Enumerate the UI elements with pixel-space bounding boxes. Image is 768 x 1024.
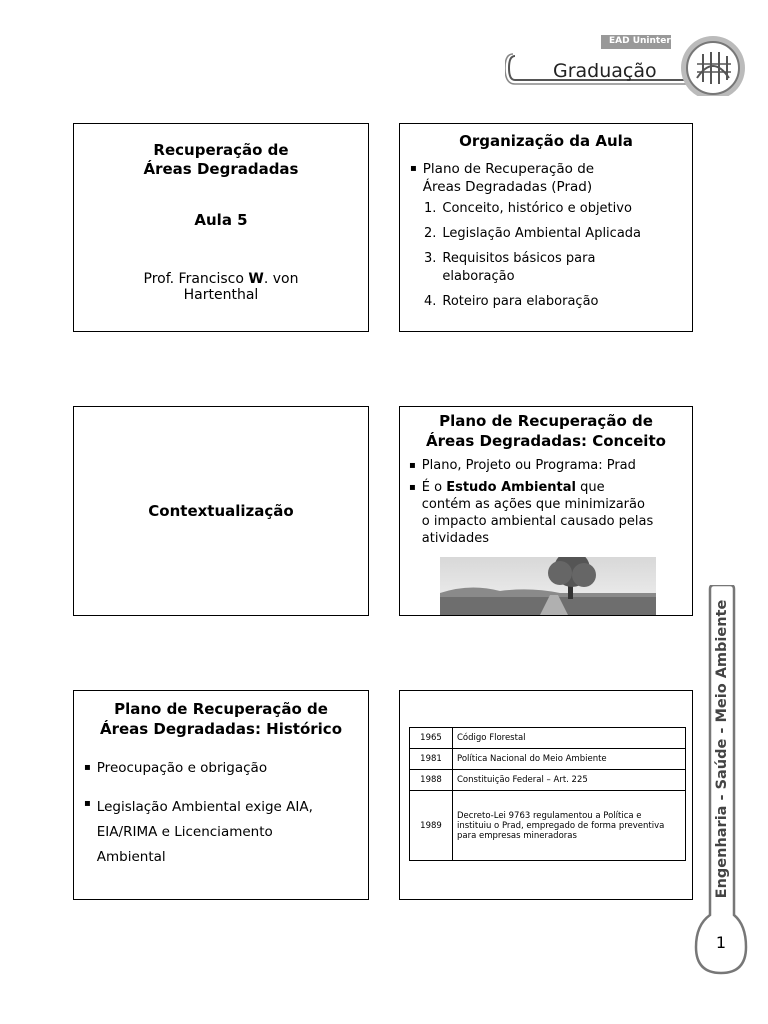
slide-title-line1: Recuperação de xyxy=(153,141,289,159)
prof-bold: W xyxy=(248,271,264,287)
professor-name xyxy=(74,271,368,303)
timeline-year: 1989 xyxy=(410,791,453,861)
conceito-bullet2-line3: o impacto ambiental causado pelas xyxy=(421,514,654,529)
conceito-bullet1 xyxy=(409,457,683,475)
organizacao-list xyxy=(424,200,682,311)
slide-contextualizacao-title: Contextualização xyxy=(148,502,294,520)
historico-bullet1-text: Preocupação e obrigação xyxy=(96,760,268,776)
globe-logo-icon xyxy=(689,44,737,92)
conceito-bullet2-post: que xyxy=(575,480,605,495)
slide-historico-title xyxy=(84,699,358,739)
historico-bullet2-line1: Legislação Ambiental exige AIA, xyxy=(96,799,313,815)
slide-conceito-title xyxy=(409,411,683,451)
timeline-text: Constituição Federal – Art. 225 xyxy=(453,770,686,791)
timeline-year: 1965 xyxy=(410,728,453,749)
graduacao-badge xyxy=(505,30,750,96)
list-item xyxy=(424,250,682,286)
list-item xyxy=(424,200,682,218)
prof-line2: Hartenthal xyxy=(183,287,259,303)
historico-title-line1: Plano de Recuperação de xyxy=(114,700,328,718)
timeline-text: Política Nacional do Meio Ambiente xyxy=(453,749,686,770)
bullet-icon: ▪ xyxy=(409,482,416,493)
table-row xyxy=(410,728,686,749)
conceito-title-line1: Plano de Recuperação de xyxy=(439,412,653,430)
badge-label: Graduação xyxy=(553,60,657,82)
bullet-icon: ▪ xyxy=(84,798,91,809)
timeline-year: 1981 xyxy=(410,749,453,770)
list-item xyxy=(424,225,682,243)
landscape-tree-image xyxy=(440,557,656,615)
organizacao-bullet xyxy=(410,160,682,196)
bullet-icon: ▪ xyxy=(409,460,416,471)
list-item-number: 1. xyxy=(424,201,437,216)
list-item-number: 4. xyxy=(424,294,437,309)
historico-bullet2-line2: EIA/RIMA e Licenciamento xyxy=(96,824,273,840)
slide-organizacao-title: Organização da Aula xyxy=(459,132,633,150)
conceito-bullet2 xyxy=(409,479,683,547)
conceito-bullet2-line2: contém as ações que minimizarão xyxy=(421,497,645,512)
timeline-text: Código Florestal xyxy=(453,728,686,749)
list-item-text: Legislação Ambiental Aplicada xyxy=(442,226,641,241)
bullet-line2: Áreas Degradadas (Prad) xyxy=(422,179,593,195)
list-item xyxy=(424,293,682,311)
historico-bullet1 xyxy=(84,759,358,777)
historico-bullet2-line3: Ambiental xyxy=(96,849,166,865)
table-row xyxy=(410,791,686,861)
prof-pre: Prof. Francisco xyxy=(143,271,249,287)
slide-title xyxy=(73,123,369,332)
slide-title-line2: Áreas Degradadas xyxy=(143,160,299,178)
conceito-bullet2-bold: Estudo Ambiental xyxy=(446,480,576,495)
slide-contextualizacao xyxy=(73,406,369,616)
timeline-year: 1988 xyxy=(410,770,453,791)
list-item-text: Roteiro para elaboração xyxy=(442,294,599,309)
badge-top-label: EAD Uninter xyxy=(609,36,671,46)
bullet-icon: ▪ xyxy=(84,762,91,773)
historico-title-line2: Áreas Degradadas: Histórico xyxy=(99,720,343,738)
table-row xyxy=(410,770,686,791)
list-item-text: Conceito, histórico e objetivo xyxy=(442,201,632,216)
conceito-bullet2-pre: É o xyxy=(421,480,447,495)
legislation-timeline-table xyxy=(409,727,686,861)
side-banner xyxy=(694,585,748,975)
conceito-title-line2: Áreas Degradadas: Conceito xyxy=(426,432,666,450)
slide-organizacao xyxy=(399,123,693,332)
slide-conceito xyxy=(399,406,693,616)
list-item-text: Requisitos básicos para xyxy=(442,251,596,266)
conceito-bullet2-line4: atividades xyxy=(421,531,490,546)
conceito-bullet1-text: Plano, Projeto ou Programa: Prad xyxy=(421,458,636,473)
prof-post: . von xyxy=(263,271,299,287)
list-item-number: 3. xyxy=(424,251,437,266)
banner-text: Engenharia - Saúde - Meio Ambiente xyxy=(714,599,730,899)
page-number: 1 xyxy=(715,933,727,952)
lesson-number: Aula 5 xyxy=(194,211,248,229)
timeline-text: Decreto-Lei 9763 regulamentou a Política e instituiu o Prad, empregado de forma preventiva para empresas mineradoras xyxy=(453,791,686,861)
bullet-icon: ▪ xyxy=(410,163,417,174)
slide-historico xyxy=(73,690,369,900)
table-row xyxy=(410,749,686,770)
historico-bullet2 xyxy=(84,795,358,870)
bullet-line1: Plano de Recuperação de xyxy=(422,161,595,177)
list-item-text-line2: elaboração xyxy=(442,269,515,284)
list-item-number: 2. xyxy=(424,226,437,241)
